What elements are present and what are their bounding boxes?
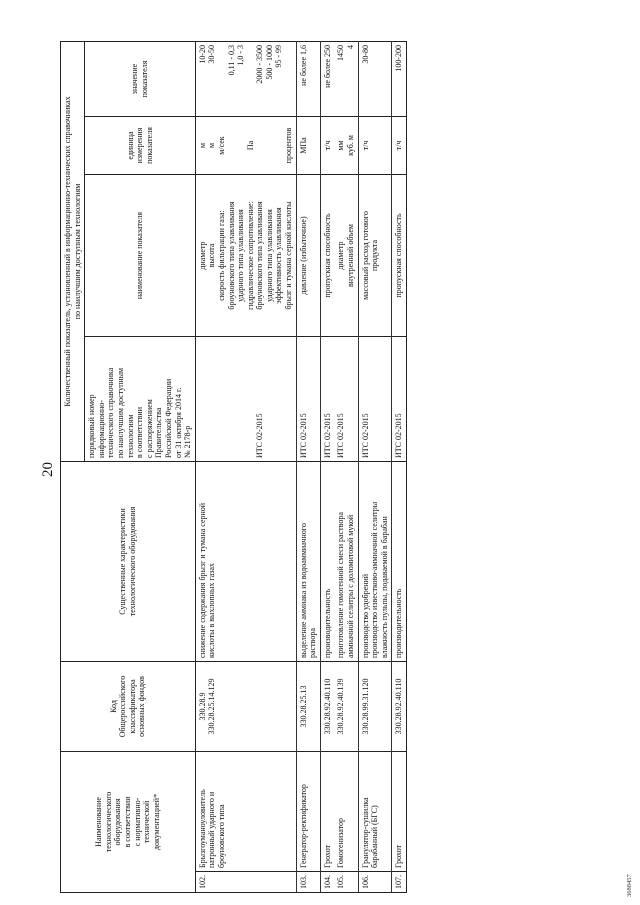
text-line: 1,0 - 3 bbox=[236, 45, 246, 66]
indicator-name bbox=[392, 175, 407, 337]
text-line: Гранулятор-сушилка bbox=[360, 797, 370, 868]
text-line bbox=[274, 120, 284, 171]
indicator-unit bbox=[296, 117, 320, 175]
header-equipment-name bbox=[61, 752, 196, 893]
text-line: внутренний объем bbox=[346, 224, 356, 287]
text-line bbox=[198, 340, 208, 458]
okof-code bbox=[334, 662, 358, 752]
text-line: Гомогенизатор bbox=[336, 817, 346, 868]
text-line: 10-20 bbox=[197, 45, 207, 64]
text-line: гидравлическое сопротивление: bbox=[245, 201, 255, 310]
text-line: куб. м bbox=[346, 135, 356, 156]
text-line: документацией* bbox=[151, 793, 161, 851]
text-line bbox=[236, 340, 246, 458]
indicator-value bbox=[195, 42, 296, 117]
text-line: пропускная способность bbox=[394, 213, 404, 298]
text-line: аммиачной селитры с доломитовой мукой bbox=[346, 514, 356, 658]
text-line: технологического оборудования bbox=[127, 506, 137, 617]
reference-number bbox=[334, 337, 358, 462]
text-line: влажность пульпы, подаваемой в барабан bbox=[379, 516, 389, 658]
text-line: эффективность улавливания bbox=[274, 207, 284, 304]
text-line: броуновского типа улавливания bbox=[255, 201, 265, 310]
table-body bbox=[195, 42, 406, 893]
text-line: Брызгоуманоуловитель bbox=[197, 789, 207, 868]
text-line: не более 250 bbox=[322, 45, 332, 88]
row-number: 107. bbox=[392, 872, 407, 893]
text-line bbox=[217, 45, 227, 113]
table-row bbox=[320, 42, 334, 893]
text-line: с распоряжением bbox=[144, 399, 154, 458]
indicator-name bbox=[296, 175, 320, 337]
text-line: патронный ударного и bbox=[207, 791, 217, 868]
okof-code bbox=[195, 662, 296, 752]
header-okof-code bbox=[61, 662, 196, 752]
text-line: брызг и тумана серной кислоты bbox=[284, 201, 294, 310]
text-line bbox=[236, 120, 246, 171]
characteristics bbox=[334, 462, 358, 662]
text-line: 330.28.25.14.129 bbox=[207, 678, 217, 735]
table-row bbox=[195, 42, 296, 893]
indicator-name bbox=[334, 175, 358, 337]
text-line: мм bbox=[336, 140, 346, 151]
text-line: производительность bbox=[322, 588, 332, 658]
text-line: технологиям bbox=[125, 414, 135, 458]
text-line: раствора bbox=[308, 628, 318, 658]
text-line: диаметр bbox=[197, 241, 207, 270]
equipment-name bbox=[358, 752, 392, 872]
text-line: 100-200 bbox=[394, 45, 404, 72]
text-line: технологического bbox=[103, 791, 113, 853]
text-line: 330.28.99.31.120 bbox=[360, 678, 370, 735]
text-line: Код bbox=[108, 700, 118, 713]
text-line: в соответствии bbox=[123, 796, 133, 848]
text-line: ИТС 02-2015 bbox=[336, 413, 346, 458]
indicator-name bbox=[320, 175, 334, 337]
text-line: ударного типа улавливания bbox=[236, 209, 246, 302]
text-line: показателя bbox=[144, 127, 154, 164]
table-row bbox=[392, 42, 407, 893]
text-line: диаметр bbox=[336, 241, 346, 270]
text-line: технического справочника bbox=[106, 367, 116, 458]
indicator-unit bbox=[195, 117, 296, 175]
text-line: ИТС 02-2015 bbox=[322, 413, 332, 458]
text-line: Существенные характеристики bbox=[118, 508, 128, 615]
row-number: 106. bbox=[358, 872, 392, 893]
text-line: пропускная способность bbox=[322, 213, 332, 298]
text-line: № 2178-р bbox=[183, 425, 193, 458]
text-line: классификатора bbox=[127, 679, 137, 734]
indicator-value bbox=[392, 42, 407, 117]
text-line: с нормативно- bbox=[132, 797, 142, 847]
text-line: м bbox=[197, 142, 207, 149]
reference-number bbox=[195, 337, 296, 462]
text-line: Количественный показатель, установленный в информационно-технических справочниках bbox=[63, 96, 72, 407]
text-line: броуновского типа улавливания bbox=[226, 201, 236, 310]
equipment-name bbox=[296, 752, 320, 872]
text-line: по наилучшим доступным технологиям bbox=[72, 183, 82, 320]
text-line: т/ч bbox=[394, 140, 404, 151]
text-line: производство известково-аммиачной селитры bbox=[370, 501, 380, 658]
text-line: оборудования bbox=[113, 798, 123, 846]
reference-number bbox=[358, 337, 392, 462]
text-line bbox=[246, 45, 256, 113]
equipment-name bbox=[320, 752, 334, 872]
document-code: 3688457 bbox=[626, 874, 633, 897]
table-row bbox=[358, 42, 392, 893]
text-line bbox=[217, 340, 227, 458]
text-line: Наименование bbox=[94, 797, 104, 847]
text-line: ИТС 02-2015 bbox=[394, 413, 404, 458]
text-line: 500 - 1000 bbox=[264, 45, 274, 80]
text-line: Па bbox=[245, 140, 255, 151]
text-line: ИТС 02-2015 bbox=[360, 413, 370, 458]
text-line: снижение содержания брызг и тумана серной bbox=[197, 502, 207, 658]
characteristics bbox=[392, 462, 407, 662]
equipment-name bbox=[195, 752, 296, 872]
text-line: Грохот bbox=[322, 844, 332, 868]
text-line: 330.28.25.13 bbox=[298, 685, 308, 728]
table-row bbox=[334, 42, 358, 893]
table-row bbox=[296, 42, 320, 893]
text-line: показателя bbox=[139, 60, 149, 98]
reference-number bbox=[392, 337, 407, 462]
text-line: 330.28.9 bbox=[197, 692, 207, 721]
text-line bbox=[255, 120, 265, 171]
characteristics bbox=[320, 462, 334, 662]
text-line: массовый расход готового bbox=[360, 211, 370, 300]
reference-number bbox=[296, 337, 320, 462]
text-line: 30-50 bbox=[207, 45, 217, 64]
text-line bbox=[227, 120, 237, 171]
text-line: от 31 октября 2014 г. bbox=[173, 387, 183, 458]
characteristics bbox=[358, 462, 392, 662]
text-line: порядковый номер bbox=[87, 394, 97, 458]
page-number: 20 bbox=[40, 462, 56, 477]
text-line: в соответствии bbox=[135, 407, 145, 458]
text-line: 330.28.92.40.139 bbox=[336, 678, 346, 735]
header-indicator-name: наименование показателя bbox=[85, 175, 196, 337]
indicator-unit bbox=[320, 117, 334, 175]
text-line: продукта bbox=[370, 239, 380, 272]
text-line: 0,11 - 0,3 bbox=[226, 45, 236, 76]
text-line: процентов bbox=[284, 127, 294, 164]
text-line: 30-80 bbox=[360, 45, 370, 64]
indicator-unit bbox=[358, 117, 392, 175]
text-line: Российской Федерации bbox=[163, 378, 173, 458]
okof-code bbox=[392, 662, 407, 752]
text-line: Грохот bbox=[394, 844, 404, 868]
indicator-name bbox=[195, 175, 296, 337]
text-line: м bbox=[207, 142, 217, 149]
text-line bbox=[265, 120, 275, 171]
text-line: 2000 - 3500 bbox=[255, 45, 265, 84]
okof-code bbox=[320, 662, 334, 752]
okof-code bbox=[358, 662, 392, 752]
characteristics bbox=[296, 462, 320, 662]
header-reference-number bbox=[85, 337, 196, 462]
characteristics bbox=[195, 462, 296, 662]
text-line: приготовление гомогенной смеси раствора bbox=[336, 512, 346, 658]
text-line: барабанный (БГС) bbox=[370, 805, 380, 868]
text-line: измерения bbox=[135, 127, 145, 164]
text-line: основных фондов bbox=[137, 676, 147, 737]
text-line: единица bbox=[125, 131, 135, 160]
okof-code bbox=[296, 662, 320, 752]
row-number: 103. bbox=[296, 872, 320, 893]
equipment-name bbox=[392, 752, 407, 872]
header-quantitative-indicator bbox=[61, 42, 85, 462]
text-line bbox=[246, 340, 256, 458]
text-line: м/сек bbox=[216, 136, 226, 155]
header-characteristics bbox=[61, 462, 196, 662]
text-line bbox=[207, 340, 217, 458]
indicator-unit bbox=[392, 117, 407, 175]
text-line bbox=[284, 45, 294, 113]
reference-number bbox=[320, 337, 334, 462]
indicator-value bbox=[358, 42, 392, 117]
text-line: скорость фильтрации газа: bbox=[216, 210, 226, 301]
text-line: по наилучшим доступным bbox=[115, 367, 125, 458]
text-line: броуновского типа bbox=[216, 804, 226, 868]
text-line: Правительства bbox=[154, 407, 164, 458]
header-value bbox=[85, 42, 196, 117]
text-line: 330.28.92.40.110 bbox=[394, 678, 404, 735]
indicator-value bbox=[320, 42, 334, 117]
text-line: высота bbox=[207, 243, 217, 268]
text-line: 330.28.92.40.110 bbox=[322, 678, 332, 735]
equipment-name bbox=[334, 752, 358, 872]
row-number: 105. bbox=[334, 872, 358, 893]
text-line: информационно- bbox=[96, 400, 106, 458]
equipment-table bbox=[60, 41, 407, 893]
text-line: Генератор-ректификатор bbox=[298, 784, 308, 868]
row-number: 104. bbox=[320, 872, 334, 893]
text-line: т/ч bbox=[360, 140, 370, 151]
text-line: производительность bbox=[394, 588, 404, 658]
indicator-value bbox=[296, 42, 320, 117]
text-line: ИТС 02-2015 bbox=[298, 413, 308, 458]
text-line: производство удобрений bbox=[360, 573, 370, 658]
text-line: Общероссийского bbox=[118, 675, 128, 738]
indicator-name bbox=[358, 175, 392, 337]
text-line: 4 bbox=[346, 45, 356, 49]
text-line: ИТС 02-2015 bbox=[255, 413, 265, 458]
text-line: кислоты в выхлопных газах bbox=[207, 563, 217, 658]
text-line: технической bbox=[142, 800, 152, 844]
text-line: не более 1,6 bbox=[298, 45, 308, 86]
row-number: 102. bbox=[195, 872, 296, 893]
text-line: т/ч bbox=[322, 140, 332, 151]
text-line: 1450 bbox=[336, 45, 346, 61]
text-line: 95 - 99 bbox=[274, 45, 284, 68]
text-line: ударного типа улавливания bbox=[264, 209, 274, 302]
header-unit bbox=[85, 117, 196, 175]
indicator-unit bbox=[334, 117, 358, 175]
text-line: выделение аммиака из водоаммиачного bbox=[298, 523, 308, 658]
text-line bbox=[227, 340, 237, 458]
indicator-value bbox=[334, 42, 358, 117]
text-line: давление (избыточное) bbox=[298, 216, 308, 295]
text-line: МПа bbox=[298, 137, 308, 154]
text-line: значение bbox=[130, 63, 140, 95]
